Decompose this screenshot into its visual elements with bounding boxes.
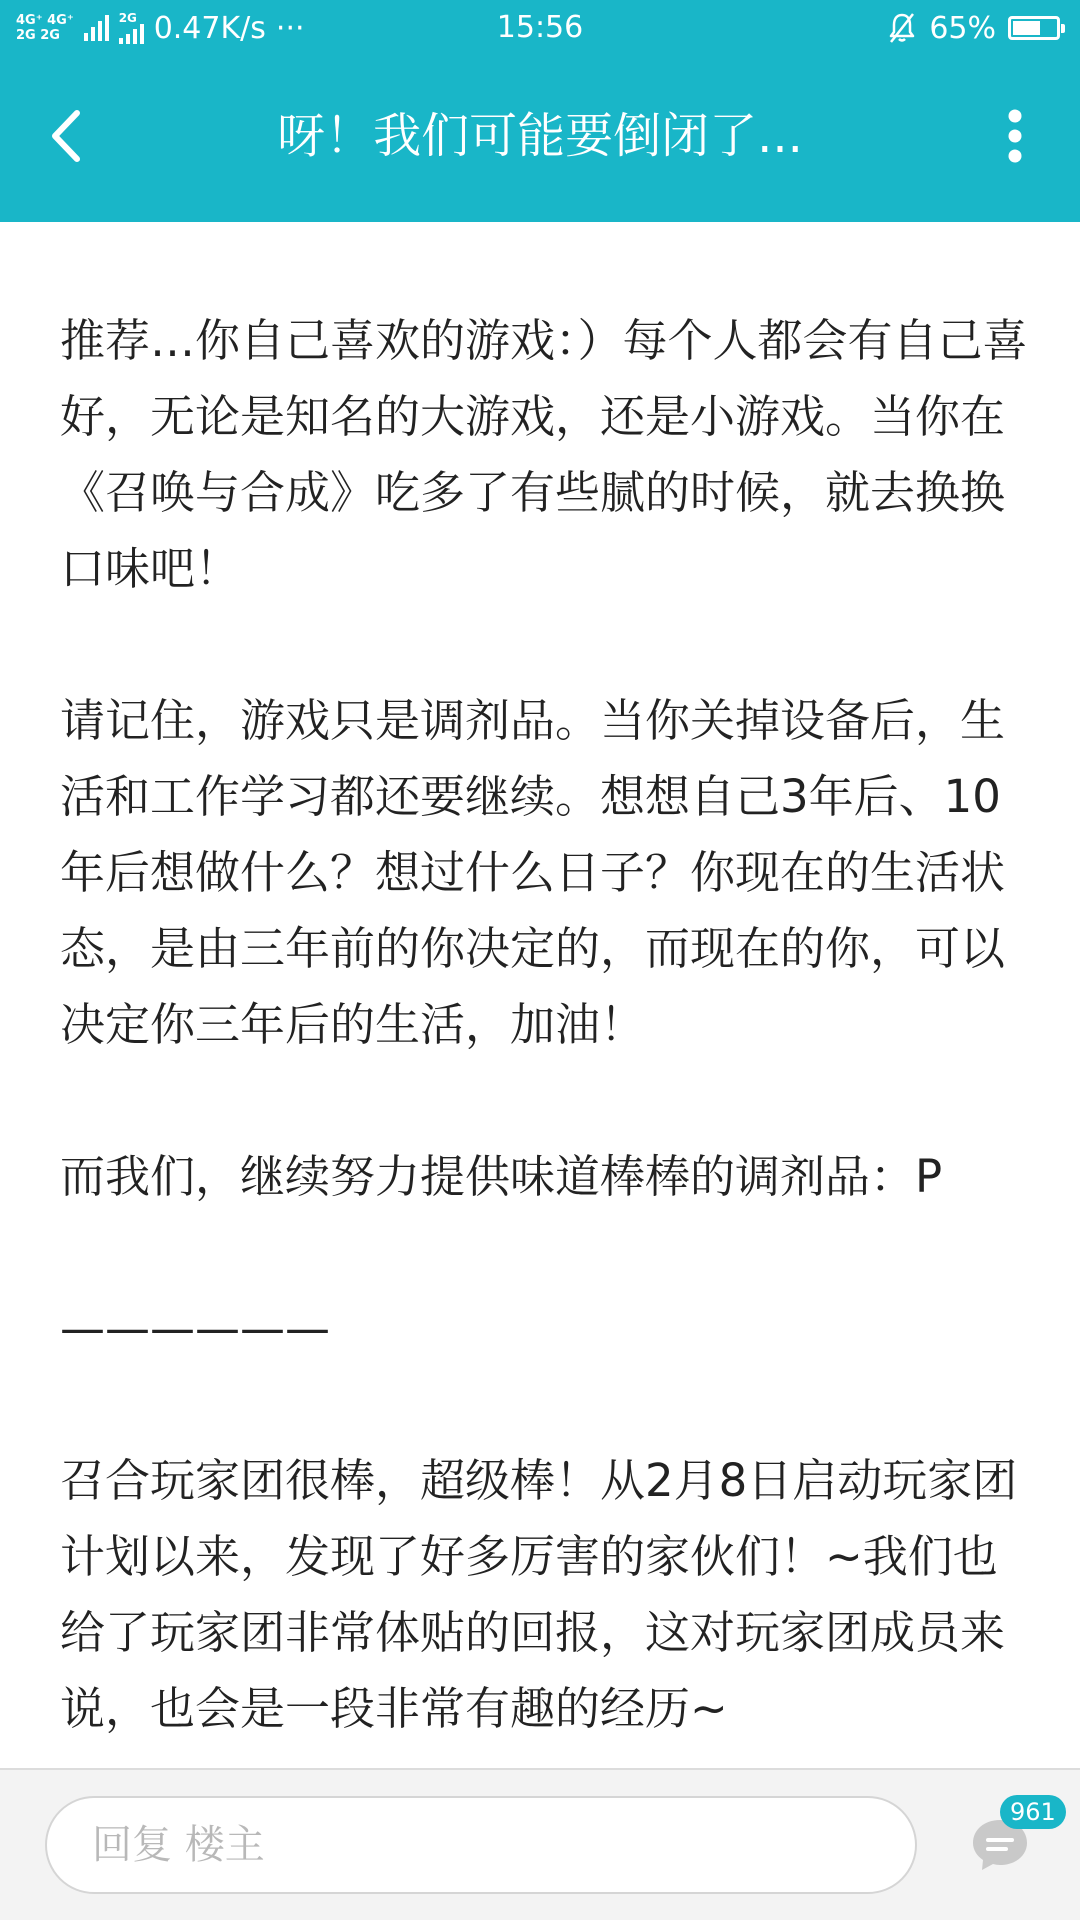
post-paragraph: 召合玩家团很棒，超级棒！从2月8日启动玩家团计划以来，发现了好多厉害的家伙们！~我们也给了玩家团非常体贴的回报，这对玩家团成员来说，也会是一段非常有趣的经历~ [60, 1454, 1018, 1735]
post-paragraph: 推荐…你自己喜欢的游戏：）每个人都会有自己喜好，无论是知名的大游戏，还是小游戏。当你在《召唤与合成》吃多了有些腻的时候，就去换换口味吧！ [60, 314, 1028, 595]
network-type-top: 4G⁺ 4G⁺ [16, 13, 74, 28]
post-content [60, 222, 1040, 1747]
back-button[interactable] [30, 96, 100, 176]
post-paragraph: 请记住，游戏只是调剂品。当你关掉设备后，生活和工作学习都还要继续。想想自己3年后、10年后想做什么？想过什么日子？你现在的生活状态，是由三年前的你决定的，而现在的你，可以决定你三年后的生活，加油！ [60, 694, 1006, 1051]
reply-bar [0, 1768, 1080, 1920]
status-right [887, 8, 1060, 48]
post-divider-text: —————— [60, 1302, 330, 1355]
status-time: 15:56 [496, 10, 584, 45]
status-bar [0, 0, 1080, 56]
more-notifications-icon: ··· [275, 10, 305, 46]
reply-placeholder: 回复 楼主 [92, 1822, 265, 1868]
chevron-left-icon [47, 109, 83, 163]
more-vertical-icon [1007, 109, 1023, 163]
network-speed: 0.47K/s [153, 10, 266, 46]
page-title: 呀！我们可能要倒闭了... [277, 108, 803, 164]
battery-fill [1013, 21, 1040, 35]
battery-percent: 65% [929, 10, 996, 46]
bell-muted-icon [887, 12, 917, 44]
post-paragraph: 而我们，继续努力提供味道棒棒的调剂品：P [60, 1150, 943, 1203]
title-bar [0, 56, 1080, 222]
battery-icon [1008, 16, 1060, 40]
reply-input[interactable] [45, 1796, 917, 1894]
network-2g-tag: 2G [118, 11, 137, 25]
network-type-bottom: 2G 2G [16, 28, 60, 43]
more-button[interactable] [990, 96, 1040, 176]
comment-count-badge: 961 [1000, 1795, 1066, 1829]
